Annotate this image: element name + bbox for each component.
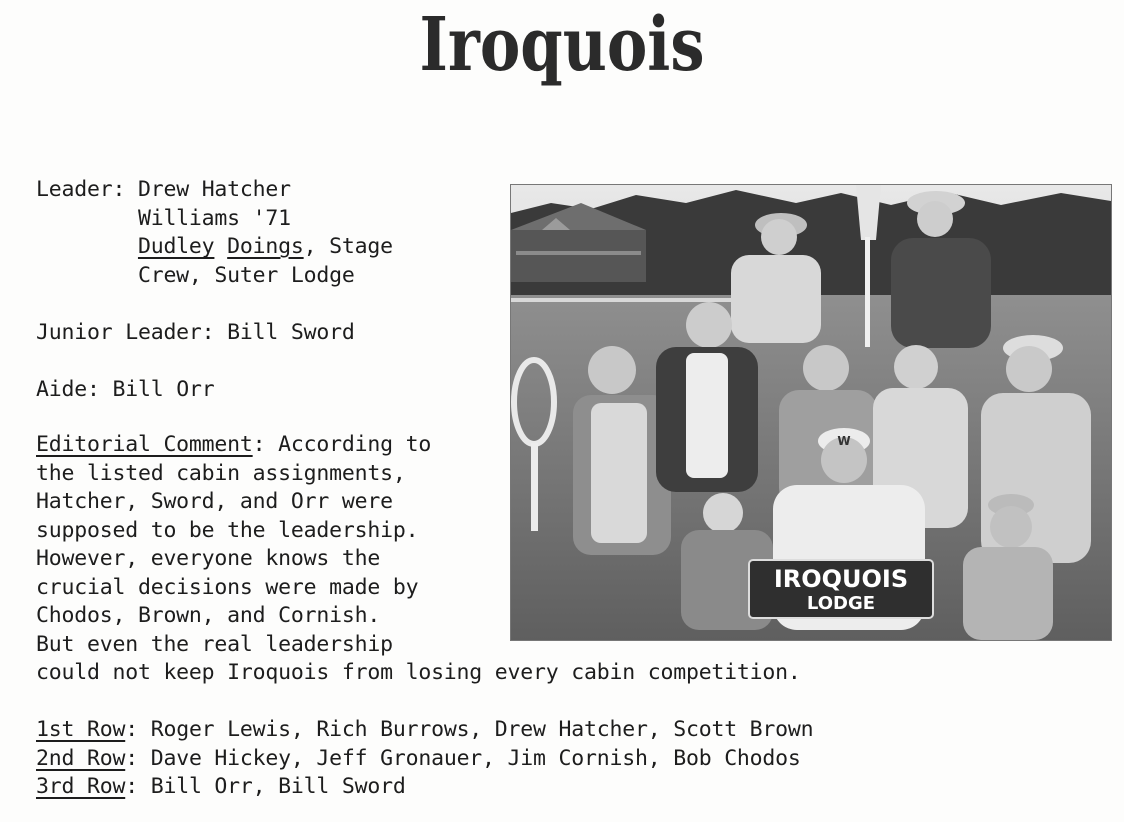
lawn-line — [511, 298, 731, 302]
row-credits — [36, 716, 813, 802]
cap-letter: W — [837, 434, 851, 448]
sign-line-2: LODGE — [806, 593, 876, 614]
cabin-group-photo — [510, 184, 1112, 641]
editorial-label: Editorial Comment — [36, 432, 253, 457]
photo-illustration — [511, 185, 1111, 640]
leader-dudley: Dudley — [137, 234, 215, 259]
aide-name: Bill Orr — [112, 377, 215, 402]
leader-doings: Doings — [227, 234, 304, 259]
leader-name: Drew Hatcher — [137, 177, 291, 202]
sign-line-1: IROQUOIS — [773, 565, 909, 593]
leader-stage: , Stage — [303, 234, 393, 259]
editorial-line-2: the listed cabin assignments, — [36, 460, 406, 486]
leader-block — [36, 176, 393, 290]
aide-line — [36, 376, 214, 405]
row-label-3: 3rd Row — [36, 774, 126, 799]
leader-crew: Crew, Suter Lodge — [137, 262, 355, 288]
row-label-1: 1st Row — [36, 717, 126, 742]
editorial-line-1: : According to — [252, 432, 432, 457]
row-names-2: : Dave Hickey, Jeff Gronauer, Jim Cornish, Bob Chodos — [125, 745, 801, 771]
page-title: Iroquois — [419, 2, 705, 88]
editorial-line-7: Chodos, Brown, and Cornish. — [36, 603, 381, 628]
row-label-2: 2nd Row — [36, 745, 126, 771]
row-names-1: : Roger Lewis, Rich Burrows, Drew Hatcher, Scott Brown — [125, 717, 814, 742]
leader-school: Williams '71 — [137, 205, 291, 231]
junior-leader-name: Bill Sword — [227, 320, 355, 345]
editorial-line-5: However, everyone knows the — [36, 546, 381, 571]
junior-leader-line — [36, 319, 355, 348]
editorial-line-4: supposed to be the leadership. — [36, 517, 419, 543]
junior-leader-label: Junior Leader: — [36, 320, 215, 345]
editorial-line-3: Hatcher, Sword, and Orr were — [36, 489, 393, 514]
row-names-3: : Bill Orr, Bill Sword — [125, 774, 406, 799]
aide-label: Aide: — [36, 377, 100, 402]
editorial-line-6: crucial decisions were made by — [36, 574, 419, 600]
leader-label: Leader: — [36, 177, 126, 202]
editorial-line-9: could not keep Iroquois from losing every cabin competition. — [36, 660, 801, 685]
lodge-sign — [749, 560, 933, 618]
editorial-line-8: But even the real leadership — [36, 631, 393, 657]
